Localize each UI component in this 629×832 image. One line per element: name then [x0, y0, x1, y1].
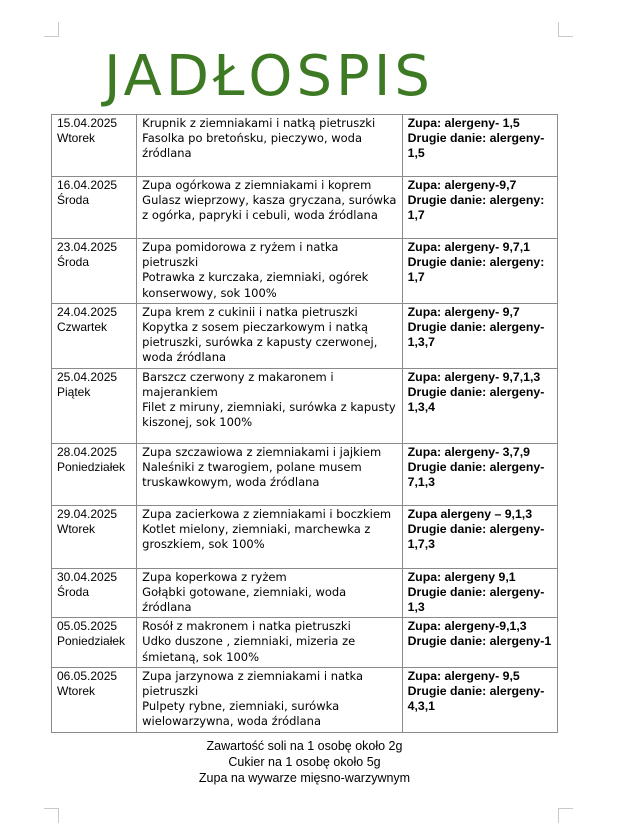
main-dish-text: Gołąbki gotowane, ziemniaki, woda źródlana — [142, 584, 347, 615]
date-cell — [52, 239, 137, 304]
date-text: 05.05.2025 — [57, 619, 118, 634]
soup-text: Zupa koperkowa z ryżem — [142, 569, 287, 584]
soup-text: Zupa ogórkowa z ziemniakami i koprem — [142, 178, 372, 192]
allergen-cell — [402, 443, 557, 505]
crop-mark-bottom-left — [44, 808, 59, 823]
main-dish-text: Gulasz wieprzowy, kasza gryczana, surówka z ogórka, papryki i cebuli, woda źródlana — [142, 193, 397, 223]
date-cell — [52, 667, 137, 732]
soup-allergens: Zupa: alergeny-9,7 — [407, 178, 517, 192]
table-row — [52, 505, 558, 568]
table-row — [52, 568, 558, 618]
allergen-cell — [402, 505, 557, 568]
allergen-cell — [402, 568, 557, 618]
main-dish-text: Filet z miruny, ziemniaki, surówka z kapusty kiszonej, sok 100% — [142, 400, 396, 430]
menu-cell — [137, 303, 403, 368]
menu-cell — [137, 667, 403, 732]
menu-cell — [137, 239, 403, 304]
footer-note: Zupa na wywarze mięsno-warzywnym — [198, 771, 411, 785]
date-cell — [52, 115, 137, 177]
date-cell — [52, 505, 137, 568]
main-dish-allergens: Drugie danie: alergeny-4,3,1 — [407, 683, 545, 713]
soup-text: Zupa pomidorowa z ryżem i natka pietruszki — [142, 240, 339, 270]
main-dish-text: Naleśniki z twarogiem, polane musem truskawkowym, woda źródlana — [142, 459, 362, 490]
table-row — [52, 239, 558, 304]
menu-cell — [137, 177, 403, 239]
day-text: Poniedziałek — [57, 459, 126, 474]
soup-text: Zupa krem z cukinii i natka pietruszki — [142, 304, 358, 319]
table-row — [52, 177, 558, 239]
soup-allergens: Zupa: alergeny-9,1,3 — [407, 619, 527, 634]
day-text: Środa — [57, 584, 90, 599]
main-dish-allergens: Drugie danie: alergeny: 1,7 — [407, 255, 545, 284]
soup-text: Zupa zacierkowa z ziemniakami i boczkiem — [142, 506, 392, 521]
date-cell — [52, 368, 137, 443]
menu-cell — [137, 368, 403, 443]
main-dish-allergens: Drugie danie: alergeny-1,7,3 — [407, 521, 545, 551]
soup-allergens: Zupa: alergeny- 9,7 — [407, 304, 520, 319]
allergen-cell — [402, 115, 557, 177]
day-text: Wtorek — [57, 683, 96, 698]
allergen-cell — [402, 239, 557, 304]
date-cell — [52, 618, 137, 668]
soup-allergens: Zupa: alergeny- 3,7,9 — [407, 444, 530, 459]
day-text: Środa — [57, 193, 90, 207]
footer-note: Cukier na 1 osobę około 5g — [228, 755, 381, 769]
table-row — [52, 443, 558, 505]
date-text: 24.04.2025 — [57, 304, 118, 319]
crop-mark-top-right — [558, 22, 573, 37]
main-dish-text: Potrawka z kurczaka, ziemniaki, ogórek konserwowy, sok 100% — [142, 270, 369, 300]
footer-note: Zawartość soli na 1 osobę około 2g — [206, 739, 403, 753]
main-dish-allergens: Drugie danie: alergeny-1,3,4 — [407, 384, 545, 414]
soup-allergens: Zupa: alergeny- 1,5 — [407, 116, 520, 130]
allergen-cell — [402, 368, 557, 443]
main-dish-text: Udko duszone , ziemniaki, mizeria ze śmietaną, sok 100% — [142, 634, 356, 664]
crop-mark-top-left — [44, 22, 59, 37]
soup-text: Krupnik z ziemniakami i natką pietruszki — [142, 116, 376, 130]
table-row — [52, 303, 558, 368]
soup-text: Zupa jarzynowa z ziemniakami i natka pietruszki — [142, 668, 364, 699]
allergen-cell — [402, 177, 557, 239]
main-dish-text: Fasolka po bretońsku, pieczywo, woda źródlana — [142, 131, 362, 161]
table-row — [52, 368, 558, 443]
main-dish-allergens: Drugie danie: alergeny-1,3 — [407, 584, 545, 614]
soup-text: Barszcz czerwony z makaronem i majerankiem — [142, 369, 334, 399]
menu-cell — [137, 443, 403, 505]
menu-cell — [137, 618, 403, 668]
soup-text: Rosół z makronem i natka pietruszki — [142, 619, 351, 634]
day-text: Wtorek — [57, 521, 96, 536]
day-text: Piątek — [57, 384, 91, 399]
day-text: Poniedziałek — [57, 634, 126, 649]
main-dish-text: Kotlet mielony, ziemniaki, marchewka z groszkiem, sok 100% — [142, 521, 371, 552]
table-row — [52, 618, 558, 668]
date-cell — [52, 443, 137, 505]
date-text: 30.04.2025 — [57, 569, 118, 584]
main-dish-text: Pulpety rybne, ziemniaki, surówka wielowarzywna, woda źródlana — [142, 699, 340, 729]
date-cell — [52, 568, 137, 618]
menu-cell — [137, 115, 403, 177]
menu-cell — [137, 568, 403, 618]
main-dish-allergens: Drugie danie: alergeny-1,3,7 — [407, 319, 545, 349]
date-cell — [52, 303, 137, 368]
date-text: 28.04.2025 — [57, 444, 118, 459]
main-dish-allergens: Drugie danie: alergeny-7,1,3 — [407, 459, 545, 489]
soup-allergens: Zupa: alergeny 9,1 — [407, 569, 516, 584]
soup-allergens: Zupa alergeny – 9,1,3 — [407, 506, 533, 521]
menu-cell — [137, 505, 403, 568]
soup-allergens: Zupa: alergeny- 9,5 — [407, 668, 520, 683]
crop-mark-bottom-right — [558, 808, 573, 823]
date-text: 25.04.2025 — [57, 369, 118, 384]
main-dish-allergens: Drugie danie: alergeny-1 — [407, 634, 552, 649]
soup-allergens: Zupa: alergeny- 9,7,1,3 — [407, 369, 541, 384]
allergen-cell — [402, 303, 557, 368]
day-text: Czwartek — [57, 319, 108, 334]
soup-allergens: Zupa: alergeny- 9,7,1 — [407, 240, 530, 254]
allergen-cell — [402, 618, 557, 668]
day-text: Środa — [57, 255, 90, 269]
date-text: 29.04.2025 — [57, 506, 118, 521]
table-row — [52, 115, 558, 177]
allergen-cell — [402, 667, 557, 732]
footer-notes — [51, 738, 558, 786]
main-dish-allergens: Drugie danie: alergeny-1,5 — [407, 131, 545, 160]
date-text: 23.04.2025 — [57, 240, 118, 254]
soup-text: Zupa szczawiowa z ziemniakami i jajkiem — [142, 444, 382, 459]
date-text: 06.05.2025 — [57, 668, 118, 683]
day-text: Wtorek — [57, 131, 96, 145]
page-title: JADŁOSPIS — [104, 44, 434, 109]
main-dish-allergens: Drugie danie: alergeny: 1,7 — [407, 193, 545, 222]
table-row — [52, 667, 558, 732]
date-text: 16.04.2025 — [57, 178, 118, 192]
menu-table — [51, 114, 558, 733]
date-cell — [52, 177, 137, 239]
main-dish-text: Kopytka z sosem pieczarkowym i natką pietruszki, surówka z kapusty czerwonej, woda źródlana — [142, 320, 378, 365]
date-text: 15.04.2025 — [57, 116, 118, 130]
